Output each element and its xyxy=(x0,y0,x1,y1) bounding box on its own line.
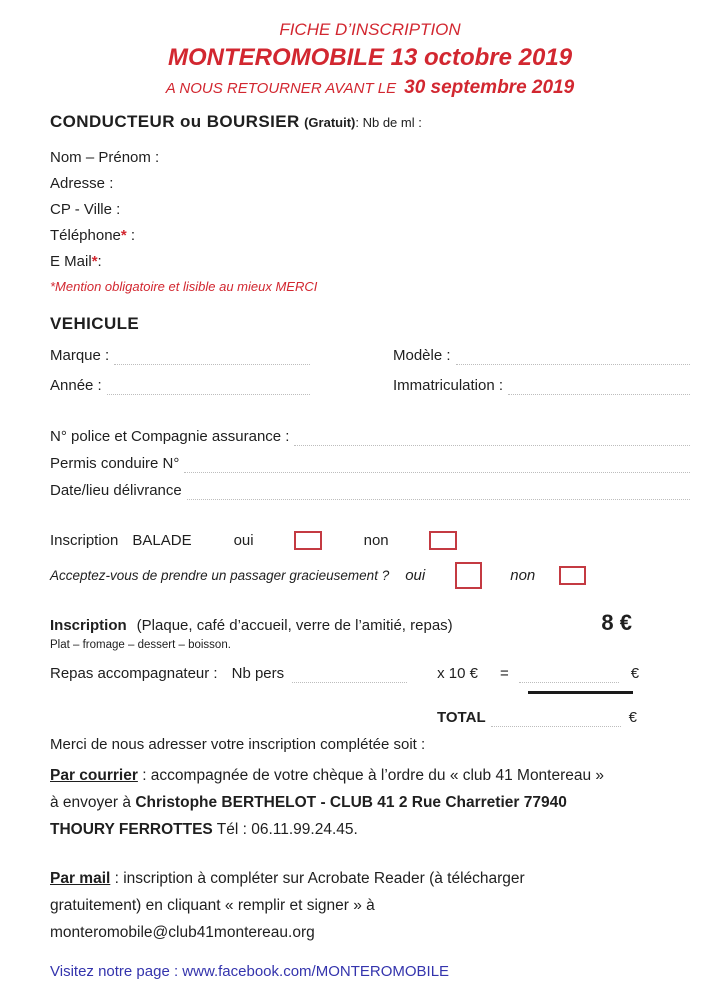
par-courrier-paragraph xyxy=(50,762,610,843)
field-annee: Année : xyxy=(50,376,393,395)
field-telephone[interactable]: Téléphone* : xyxy=(50,227,136,244)
total-separator-line xyxy=(528,691,633,694)
par-courrier-lead: Par courrier xyxy=(50,767,138,784)
vehicule-grid xyxy=(50,346,690,395)
par-courrier-text: : accompagnée de votre chèque à l’ordre du « club 41 Montereau » à envoyer à xyxy=(50,767,605,811)
total-label: TOTAL xyxy=(437,709,486,726)
required-star: * xyxy=(91,253,98,270)
deadline-line xyxy=(50,76,690,101)
balade-non-checkbox[interactable] xyxy=(429,531,457,550)
passager-question: Acceptez-vous de prendre un passager gracieusement ? xyxy=(50,568,390,583)
police-input-line[interactable] xyxy=(294,431,690,446)
inscription-price: 8 € xyxy=(601,610,632,635)
balade-type-label: BALADE xyxy=(132,531,192,549)
field-delivrance: Date/lieu délivrance xyxy=(50,481,690,500)
balade-oui-checkbox[interactable] xyxy=(294,531,322,550)
passager-non-checkbox[interactable] xyxy=(559,566,586,585)
field-marque: Marque : xyxy=(50,346,393,365)
repas-total-input-line[interactable] xyxy=(519,668,619,683)
permis-input-line[interactable] xyxy=(184,458,690,473)
nb-pers-input-line[interactable] xyxy=(292,668,407,683)
field-email[interactable]: E Mail*: xyxy=(50,253,102,270)
repas-row xyxy=(50,664,690,683)
field-adresse[interactable]: Adresse : xyxy=(50,175,114,192)
x10-label: x 10 € xyxy=(437,665,479,682)
inscription-label: Inscription xyxy=(50,617,127,634)
conducteur-nb-ml: : Nb de ml : xyxy=(355,115,422,130)
deadline-date: 30 septembre 2019 xyxy=(404,77,575,98)
repas-label: Repas accompagnateur : xyxy=(50,665,218,682)
inscription-detail: (Plaque, café d’accueil, verre de l’amitié, repas) xyxy=(136,617,453,634)
immatriculation-input-line[interactable] xyxy=(508,380,690,395)
field-police-assurance: N° police et Compagnie assurance : xyxy=(50,427,690,446)
conducteur-gratuit: (Gratuit) xyxy=(304,115,356,130)
vehicule-long-fields xyxy=(50,427,690,500)
field-nom-prenom[interactable]: Nom – Prénom : xyxy=(50,149,160,166)
passager-oui-checkbox[interactable] xyxy=(455,562,482,589)
field-cp-ville[interactable]: CP - Ville : xyxy=(50,201,121,218)
delivrance-input-line[interactable] xyxy=(187,485,690,500)
event-title: MONTEROMOBILE 13 octobre 2019 xyxy=(167,44,573,71)
balade-row xyxy=(50,530,690,550)
field-modele: Modèle : xyxy=(393,346,690,365)
annee-input-line[interactable] xyxy=(107,380,310,395)
conducteur-fields xyxy=(50,148,690,271)
required-star: * xyxy=(120,227,127,244)
passager-non-label: non xyxy=(510,567,536,584)
field-permis: Permis conduire N° xyxy=(50,454,690,473)
par-mail-paragraph xyxy=(50,865,610,946)
courrier-phone: Tél : 06.11.99.24.45. xyxy=(212,821,358,838)
field-immatriculation: Immatriculation : xyxy=(393,376,690,395)
par-mail-lead: Par mail xyxy=(50,870,111,887)
passager-oui-label: oui xyxy=(405,567,426,584)
total-input-line[interactable] xyxy=(491,713,621,727)
modele-input-line[interactable] xyxy=(456,350,690,365)
marque-input-line[interactable] xyxy=(114,350,310,365)
mandatory-mention: *Mention obligatoire et lisible au mieux MERCI xyxy=(50,279,318,294)
nb-pers-label: Nb pers xyxy=(231,665,285,682)
section-vehicule-title: VEHICULE xyxy=(50,314,140,333)
facebook-link[interactable]: Visitez notre page : www.facebook.com/MONTEROMOBILE xyxy=(50,963,450,980)
conducteur-title: CONDUCTEUR ou BOURSIER xyxy=(50,112,300,131)
total-row xyxy=(437,708,637,727)
deadline-prefix: A NOUS RETOURNER AVANT LE xyxy=(165,80,397,97)
menu-detail: Plat – fromage – dessert – boisson. xyxy=(50,639,231,651)
balade-inscription-label: Inscription xyxy=(50,531,119,549)
total-euro-sign: € xyxy=(628,709,637,726)
balade-oui-label: oui xyxy=(233,531,254,549)
section-conducteur-title xyxy=(50,111,690,134)
return-intro: Merci de nous adresser votre inscription complétée soit : xyxy=(50,736,426,753)
inscription-price-row xyxy=(50,610,690,636)
balade-non-label: non xyxy=(363,531,389,549)
passager-row xyxy=(50,562,690,589)
euro-sign: € xyxy=(630,665,640,682)
par-mail-text: : inscription à compléter sur Acrobate Reader (à télécharger gratuitement) en cliquant « remplir et signer » à monteromobile@club41montereau.org xyxy=(50,870,525,941)
form-header xyxy=(50,20,690,101)
equals-sign: = xyxy=(500,665,509,682)
form-title: FICHE D’INSCRIPTION xyxy=(279,20,461,39)
courrier-address: Christophe BERTHELOT - CLUB 41 2 Rue Charretier 77940 THOURY FERROTTES xyxy=(50,794,567,838)
